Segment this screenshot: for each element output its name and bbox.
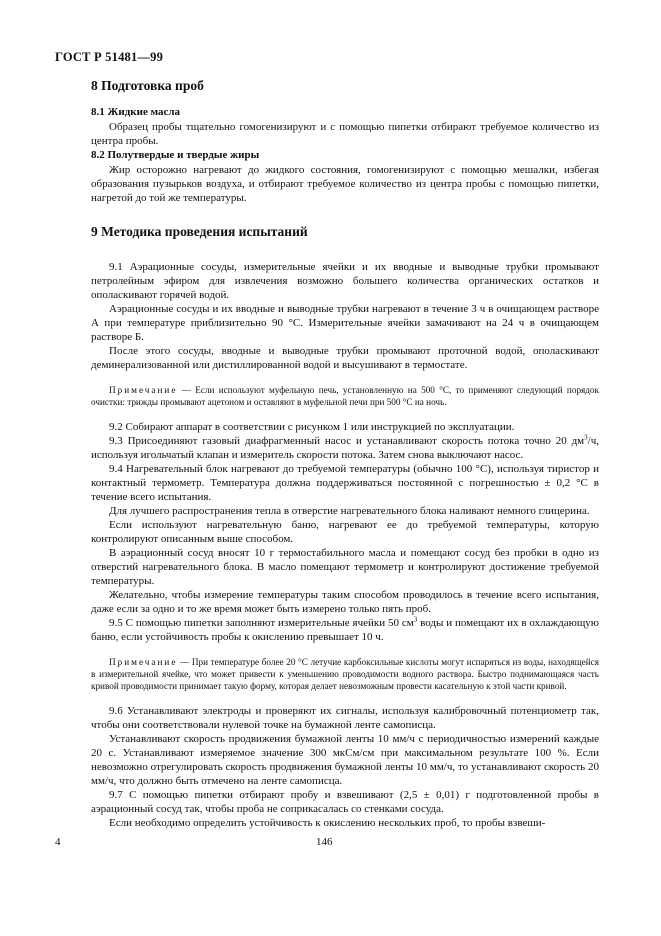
note-1-text: — Если используют муфельную печь, установленную на 500 °С, то применяют следующий порядок очистки: трижды промывают ацетоном и оставляют в муфельной печи при 500 °С на ночь.	[91, 385, 599, 407]
paragraph-9-4-d: В аэрационный сосуд вносят 10 г термостабильного масла и помещают сосуд без пробки в одно из отверстий нагревательного блока. В масло помещают термометр и контролируют достижение требуемой температуры.	[91, 547, 599, 587]
paragraph-9-4: 9.4 Нагревательный блок нагревают до требуемой температуры (обычно 100 °С), используя тиристор и контактный термометр. Температура должна поддерживаться постоянной с погрешностью ± 0,2 °С в течение всего испытания.	[91, 463, 599, 503]
note-1	[91, 384, 599, 408]
paragraph-9-4-c: Если используют нагревательную баню, нагревают ее до требуемой температуры, которую контролируют описанным выше способом.	[91, 519, 599, 545]
paragraph-9-5-part-a: 9.5 С помощью пипетки заполняют измерительные ячейки 50 см	[109, 617, 414, 629]
note-2-text: — При температуре более 20 °С летучие карбоксильные кислоты могут испаряться из воды, находящейся в измерительной ячейке, что может привести к уменьшению проводимости водного раствора. Быстро поднимающаяся часть кривой проводимости принимает такую форму, которая делает невозможным провести касательную к этой части кривой.	[91, 657, 599, 691]
paragraph-9-3-part-b: /ч, используя игольчатый клапан и измеритель скорости потока. Затем снова выключают насос.	[91, 435, 599, 461]
note-1-label: Примечание	[109, 385, 178, 395]
paragraph-9-5	[91, 616, 599, 644]
paragraph-9-2: 9.2 Собирают аппарат в соответствии с рисунком 1 или инструкцией по эксплуатации.	[109, 421, 515, 433]
paragraph-9-3-superscript: 3	[584, 433, 588, 442]
subsection-8-1-text: Образец пробы тщательно гомогенизируют и с помощью пипетки отбирают требуемое количество из центра пробы.	[91, 121, 599, 147]
page-number-left: 4	[55, 836, 61, 848]
paragraph-9-5-part-b: воды и помещают их в охлаждающую баню, если устойчивость пробы к окислению превышает 10 ч.	[91, 617, 600, 643]
page-number-center: 146	[316, 836, 333, 848]
note-2-label: Примечание	[109, 657, 178, 667]
paragraph-9-3-part-a: 9.3 Присоединяют газовый диафрагменный насос и устанавливают скорость потока точно 20 дм	[109, 435, 585, 447]
section-9-heading: 9 Методика проведения испытаний	[91, 224, 308, 239]
subsection-8-2-text: Жир осторожно нагревают до жидкого состояния, гомогенизируют с помощью мешалки, избегая образования пузырьков воздуха, и отбирают требуемое количество из центра пробы с помощью пипетки, нагретой до той же температуры.	[91, 164, 599, 204]
note-2	[91, 656, 599, 692]
paragraph-9-1: 9.1 Аэрационные сосуды, измерительные ячейки и их вводные и выводные трубки промывают петролейным эфиром для извлечения возможно большего количества органических остатков и ополаскивают горячей водой.	[91, 261, 599, 301]
paragraph-9-4-b: Для лучшего распространения тепла в отверстие нагревательного блока наливают немного глицерина.	[109, 505, 590, 517]
paragraph-9-1-b: Аэрационные сосуды и их вводные и выводные трубки нагревают в течение 3 ч в очищающем растворе А при температуре приблизительно 90 °С. Измерительные ячейки замачивают на 24 ч в очищающем растворе Б.	[91, 303, 599, 343]
paragraph-9-6-b: Устанавливают скорость продвижения бумажной ленты 10 мм/ч с периодичностью измерений каждые 20 с. Устанавливают измеряемое значение 300 мкСм/см при максимальном результате 100 %. Если невозможно отрегулировать скорость продвижения бумажной ленты 10 мм/ч, то устанавливают скорость 20 мм/ч, что должно быть отмечено на ленте самописца.	[91, 733, 599, 787]
paragraph-9-3	[91, 434, 599, 462]
paragraph-9-1-c: После этого сосуды, вводные и выводные трубки промывают проточной водой, ополаскивают деминерализованной или дистиллированной водой и высушивают в термостате.	[91, 345, 599, 371]
subsection-8-1-heading: 8.1 Жидкие масла	[91, 106, 181, 118]
document-body	[91, 72, 599, 830]
paragraph-9-7-b: Если необходимо определить устойчивость к окислению нескольких проб, то пробы взвеши-	[109, 817, 546, 829]
paragraph-9-6: 9.6 Устанавливают электроды и проверяют их сигналы, используя калибровочный потенциометр так, чтобы они соответствовали нулевой точке на бумажной ленте самописца.	[91, 705, 599, 731]
paragraph-9-5-superscript: 3	[413, 615, 418, 624]
paragraph-9-4-e: Желательно, чтобы измерение температуры таким способом проводилось в течение всего испытания, даже если за одно и то же время может быть измерено только пять проб.	[91, 589, 599, 615]
subsection-8-2-heading: 8.2 Полутвердые и твердые жиры	[91, 149, 260, 161]
section-8-heading: 8 Подготовка проб	[91, 78, 204, 93]
paragraph-9-7: 9.7 С помощью пипетки отбирают пробу и взвешивают (2,5 ± 0,01) г подготовленной пробы в аэрационный сосуд так, чтобы проба не соприкасалась со стенками сосуда.	[91, 789, 599, 815]
document-header: ГОСТ Р 51481—99	[55, 50, 164, 64]
